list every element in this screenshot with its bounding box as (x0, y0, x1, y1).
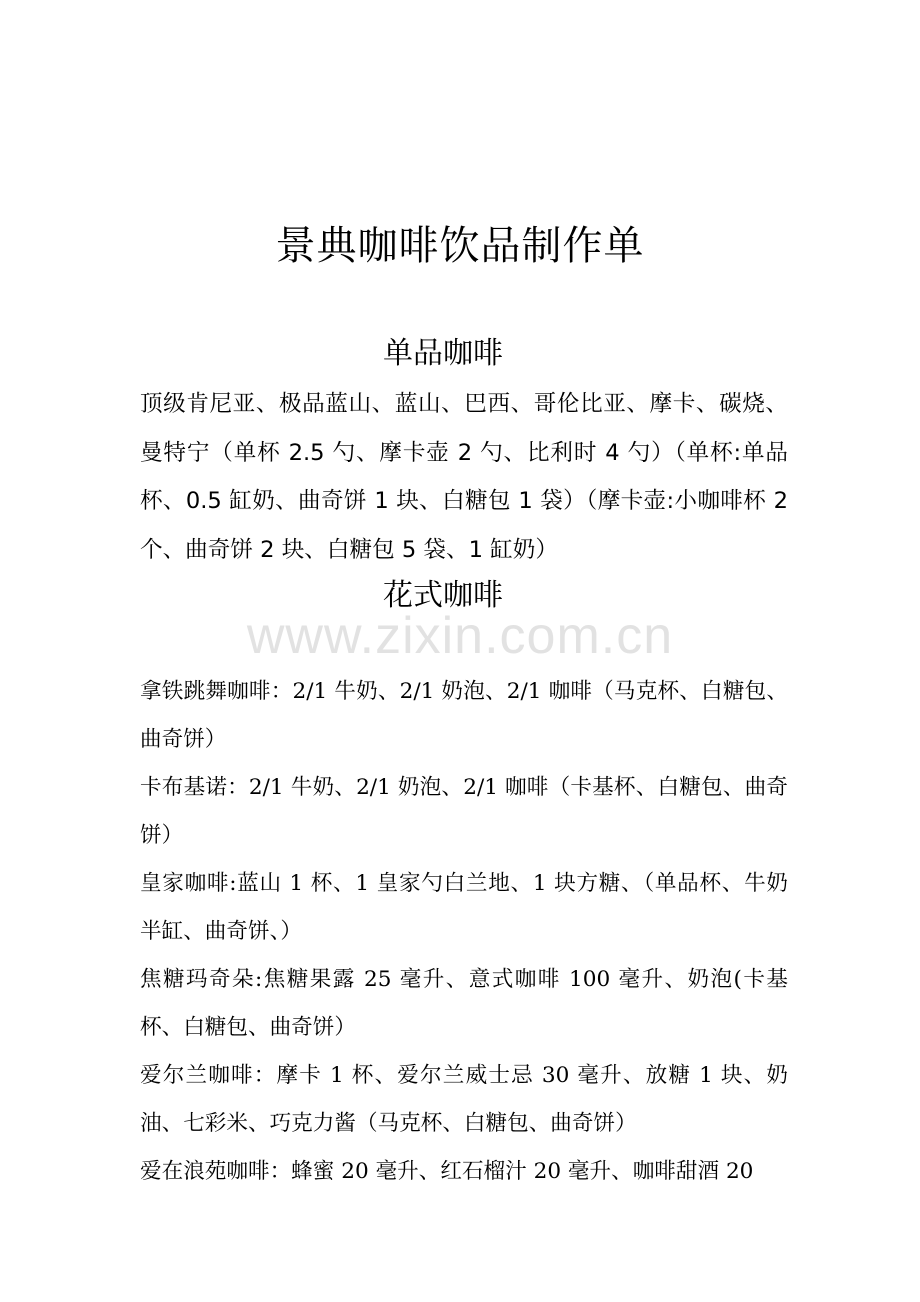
drink-recipe: 蓝山 1 杯、1 皇家勺白兰地、1 块方糖、（单品杯、牛奶半缸、曲奇饼、） (140, 871, 789, 944)
drink-item-caramel-macchiato (140, 956, 788, 1052)
drink-recipe: 2/1 牛奶、2/1 奶泡、2/1 咖啡（卡基杯、白糖包、曲奇饼） (140, 775, 788, 848)
specialty-drink-list (140, 668, 788, 1196)
drink-item-latte (140, 668, 788, 764)
drink-recipe: 焦糖果露 25 毫升、意式咖啡 100 毫升、奶泡(卡基杯、白糖包、曲奇饼） (140, 967, 788, 1040)
drink-recipe: 摩卡 1 杯、爱尔兰威士忌 30 毫升、放糖 1 块、奶油、七彩米、巧克力酱（马克杯、白糖包、曲奇饼） (140, 1063, 788, 1136)
drink-recipe: 蜂蜜 20 毫升、红石榴汁 20 毫升、咖啡甜酒 20 (291, 1159, 754, 1184)
watermark: www.zixin.com.cn (246, 607, 674, 665)
drink-recipe: 2/1 牛奶、2/1 奶泡、2/1 咖啡（马克杯、白糖包、曲奇饼） (140, 679, 788, 752)
drink-name: 皇家咖啡: (140, 871, 237, 896)
drink-name: 卡布基诺： (140, 775, 249, 800)
drink-name: 焦糖玛奇朵: (140, 967, 263, 992)
drink-name: 拿铁跳舞咖啡： (140, 679, 293, 704)
drink-item-royal (140, 860, 788, 956)
section-heading-single-origin: 单品咖啡 (383, 336, 503, 371)
section-heading-specialty: 花式咖啡 (383, 578, 503, 613)
drink-name: 爱在浪苑咖啡： (140, 1159, 292, 1184)
drink-item-love-garden (140, 1148, 788, 1196)
drink-item-irish (140, 1052, 788, 1148)
document-title: 景典咖啡饮品制作单 (275, 223, 645, 269)
drink-name: 爱尔兰咖啡： (140, 1063, 277, 1088)
single-origin-paragraph: 顶级肯尼亚、极品蓝山、蓝山、巴西、哥伦比亚、摩卡、碳烧、曼特宁（单杯 2.5 勺、摩卡壶 2 勺、比利时 4 勺）（单杯:单品杯、0.5 缸奶、曲奇饼 1 块、白糖包 1 袋）（摩卡壶:小咖啡杯 2 个、曲奇饼 2 块、白糖包 5 袋、1 缸奶） (140, 391, 788, 563)
drink-item-cappuccino (140, 764, 788, 860)
